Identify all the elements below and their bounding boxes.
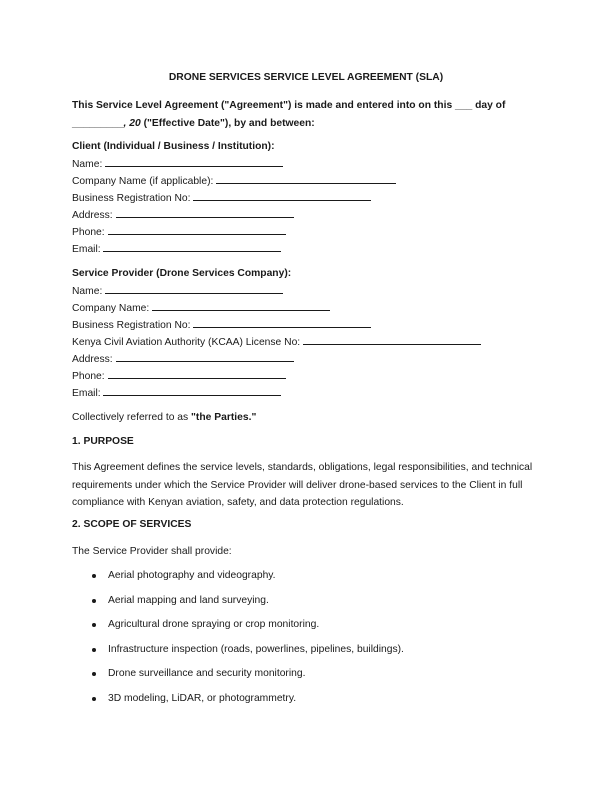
- service-item-text: Infrastructure inspection (roads, powerlines, pipelines, buildings).: [108, 643, 404, 655]
- field-label: Business Registration No:: [72, 193, 191, 204]
- parties-prefix: Collectively referred to as: [72, 412, 192, 423]
- parties-term: "the Parties.": [191, 412, 257, 423]
- bullet-icon: [92, 697, 96, 701]
- address-input-line[interactable]: [116, 350, 294, 362]
- provider-field-registration: [72, 316, 552, 333]
- phone-input-line[interactable]: [108, 367, 286, 379]
- name-input-line[interactable]: [105, 155, 283, 167]
- service-item-text: Aerial mapping and land surveying.: [108, 594, 269, 606]
- list-item: [72, 568, 542, 593]
- registration-input-line[interactable]: [193, 189, 371, 201]
- intro-line-1: This Service Level Agreement ("Agreement") is made and entered into on this ___ day of: [72, 100, 506, 111]
- list-item: [72, 617, 542, 642]
- field-label: Kenya Civil Aviation Authority (KCAA) License No:: [72, 337, 301, 348]
- company-input-line[interactable]: [152, 299, 330, 311]
- intro-date-blank: _________: [72, 118, 124, 129]
- provider-heading: Service Provider (Drone Services Company):: [72, 268, 292, 279]
- client-field-company: [72, 172, 552, 189]
- phone-input-line[interactable]: [108, 223, 286, 235]
- field-label: Company Name (if applicable):: [72, 176, 214, 187]
- list-item: [72, 642, 542, 667]
- field-label: Name:: [72, 159, 103, 170]
- list-item: [72, 593, 542, 618]
- provider-field-company: [72, 299, 552, 316]
- provider-section: [72, 265, 552, 401]
- field-label: Business Registration No:: [72, 320, 191, 331]
- service-item-text: Agricultural drone spraying or crop monitoring.: [108, 619, 320, 630]
- email-input-line[interactable]: [103, 384, 281, 396]
- purpose-heading: 1. PURPOSE: [72, 436, 134, 447]
- field-label: Company Name:: [72, 303, 150, 314]
- bullet-icon: [92, 599, 96, 603]
- client-section: [72, 138, 552, 257]
- address-input-line[interactable]: [116, 206, 294, 218]
- field-label: Email:: [72, 244, 101, 255]
- field-label: Name:: [72, 286, 103, 297]
- service-item-text: Aerial photography and videography.: [108, 570, 276, 581]
- provider-field-address: [72, 350, 552, 367]
- provider-field-email: [72, 384, 552, 401]
- list-item: [72, 666, 542, 691]
- intro-paragraph: [72, 97, 542, 133]
- bullet-icon: [92, 672, 96, 676]
- registration-input-line[interactable]: [193, 316, 371, 328]
- document-title: DRONE SERVICES SERVICE LEVEL AGREEMENT (SLA): [168, 72, 444, 83]
- field-label: Phone:: [72, 227, 105, 238]
- client-field-name: [72, 155, 552, 172]
- bullet-icon: [92, 648, 96, 652]
- provider-field-phone: [72, 367, 552, 384]
- provider-field-name: [72, 282, 552, 299]
- client-heading: Client (Individual / Business / Institution):: [72, 141, 275, 152]
- client-field-phone: [72, 223, 552, 240]
- intro-line-2: [72, 115, 542, 133]
- field-label: Email:: [72, 388, 101, 399]
- field-label: Address:: [72, 210, 113, 221]
- services-list: [72, 568, 542, 715]
- intro-year: , 20: [123, 118, 141, 129]
- field-label: Phone:: [72, 371, 105, 382]
- scope-heading: 2. SCOPE OF SERVICES: [72, 519, 192, 530]
- email-input-line[interactable]: [103, 240, 281, 252]
- bullet-icon: [92, 574, 96, 578]
- intro-effective-date: ("Effective Date"), by and between:: [140, 118, 315, 129]
- client-field-address: [72, 206, 552, 223]
- bullet-icon: [92, 623, 96, 627]
- parties-statement: [72, 409, 540, 427]
- scope-lead: The Service Provider shall provide:: [72, 546, 232, 557]
- list-item: [72, 691, 542, 716]
- purpose-text: This Agreement defines the service levels, standards, obligations, legal responsibilities, and technical requirements under which the Service Provider will deliver drone-based services to the Client in full compliance with Kenyan aviation, safety, and data protection regulations.: [72, 462, 533, 508]
- license-input-line[interactable]: [303, 333, 481, 345]
- provider-field-kcaa-license: [72, 333, 552, 350]
- name-input-line[interactable]: [105, 282, 283, 294]
- client-field-registration: [72, 189, 552, 206]
- service-item-text: 3D modeling, LiDAR, or photogrammetry.: [108, 692, 297, 704]
- company-input-line[interactable]: [216, 172, 396, 184]
- field-label: Address:: [72, 354, 113, 365]
- client-field-email: [72, 240, 552, 257]
- service-item-text: Drone surveillance and security monitoring.: [108, 668, 306, 679]
